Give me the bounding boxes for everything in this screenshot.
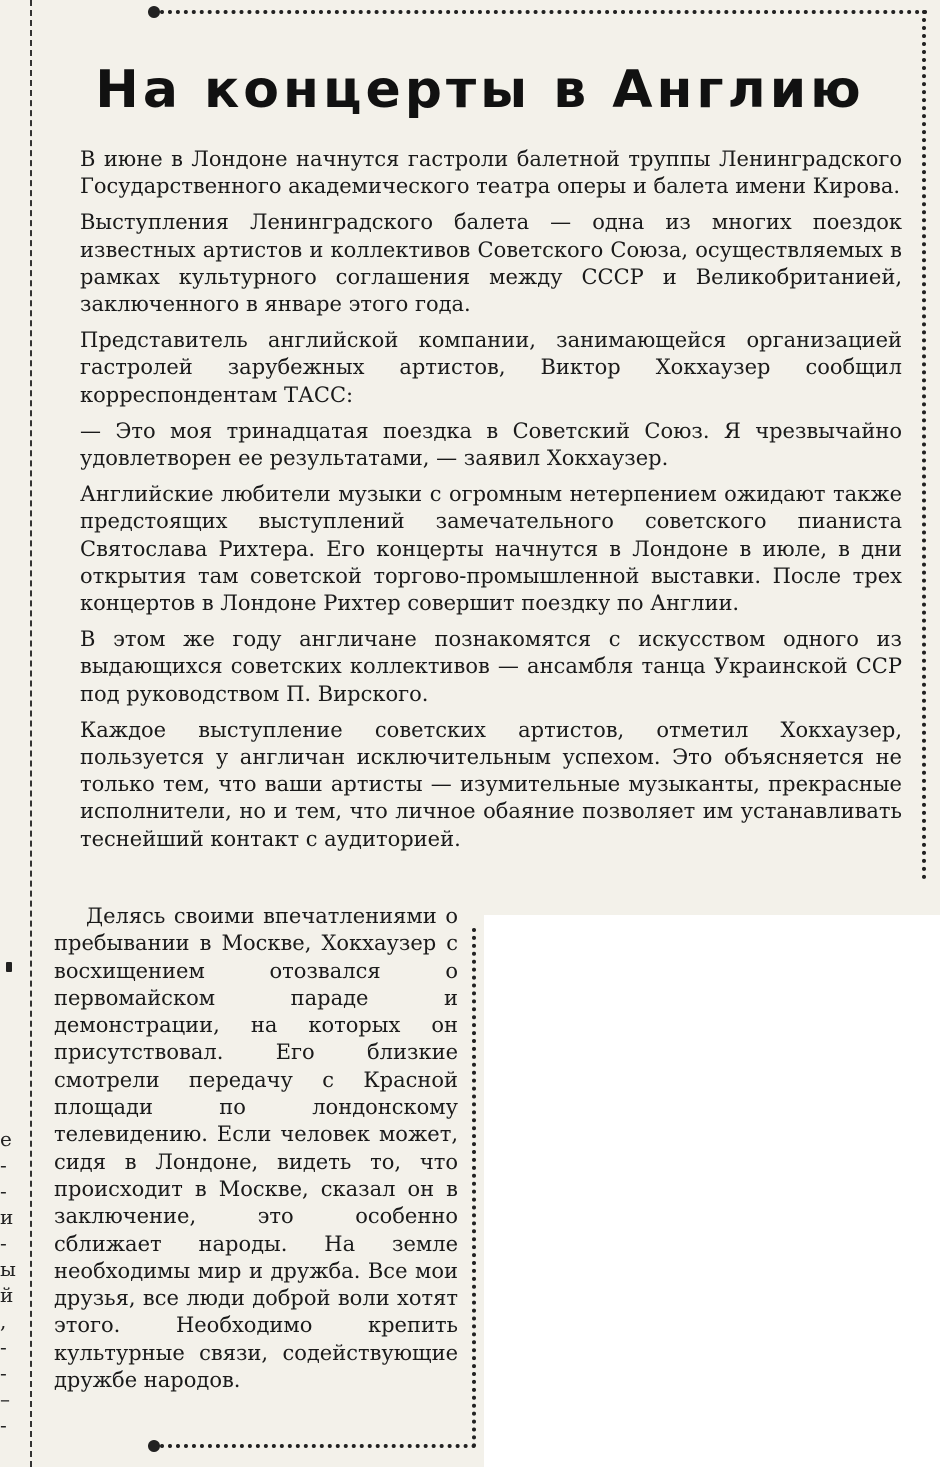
article-paragraph: Каждое выступление советских артистов, отметил Хокхаузер, пользуется у англичан исключительным успехом. Это объясняется не только тем, что ваши артисты — изумительные музыканты, прекрасные исполнители, но и тем, что личное обаяние позволяет им устанавливать теснейший контакт с аудиторией. (80, 717, 902, 851)
neighbor-fragment: - (0, 1153, 7, 1177)
frame-inner-rule (472, 928, 476, 1448)
article-body (80, 146, 902, 862)
neighbor-fragment: – (0, 1387, 10, 1411)
article-paragraph: Английские любители музыки с огромным нетерпением ожидают также предстоящих выступлений замечательного советского пианиста Святослава Рихтера. Его концерты начнутся в Лондоне в июле, в дни открытия там советской торгово-промышленной выставки. После трех концертов в Лондоне Рихтер совершит поездку по Англии. (80, 482, 902, 616)
neighbor-fragment: - (0, 1361, 7, 1385)
neighbor-fragment: ы (0, 1257, 16, 1281)
frame-bullet-icon (148, 6, 160, 18)
edge-mark-icon (6, 962, 12, 972)
article-paragraph: — Это моя тринадцатая поездка в Советский Союз. Я чрезвычайно удовлетворен ее результатами, — заявил Хокхаузер. (80, 418, 902, 471)
neighbor-fragment: и (0, 1205, 14, 1229)
neighbor-fragment: , (0, 1309, 7, 1333)
article-paragraph: В этом же году англичане познакомятся с искусством одного из выдающихся советских коллективов — ансамбля танца Украинской ССР под руководством П. Вирского. (80, 627, 902, 706)
neighbor-fragment: й (0, 1283, 14, 1307)
article-paragraph: Представитель английской компании, занимающейся организацией гастролей зарубежных артистов, Виктор Хокхаузер сообщил корреспондентам ТАСС: (80, 328, 902, 407)
neighbor-fragment: - (0, 1231, 7, 1255)
frame-bottom-bullet-icon (148, 1440, 160, 1452)
neighbor-fragment: - (0, 1335, 7, 1359)
headline: На концерты в Англию (95, 60, 865, 120)
neighbor-fragment: е (0, 1127, 12, 1151)
frame-right-rule (922, 10, 926, 880)
column-rule (30, 0, 34, 1467)
continuation-paragraph: Делясь своими впечатлениями о пребывании в Москве, Хокхаузер с восхищением отозвался о первомайском параде и демонстрации, на которых он присутствовал. Его близкие смотрели передачу с Красной площади по лондонскому телевидению. Если человек может, сидя в Лондоне, видеть то, что происходит в Москве, сказал он в заключение, это особенно сближает народы. На земле необходимы мир и дружба. Все мои друзья, все люди доброй воли хотят этого. Необходимо крепить культурные связи, содействующие дружбе народов. (54, 904, 458, 1393)
neighbor-fragment: - (0, 1413, 7, 1437)
neighbor-fragment: - (0, 1179, 7, 1203)
clipping-cutout (484, 915, 940, 1467)
article-paragraph: В июне в Лондоне начнутся гастроли балетной труппы Ленинградского Государственного академического театра оперы и балета имени Кирова. (80, 147, 902, 199)
article-continuation (54, 903, 458, 1394)
frame-top-rule (160, 10, 928, 14)
frame-bottom-rule (160, 1444, 476, 1448)
article-paragraph: Выступления Ленинградского балета — одна из многих поездок известных артистов и коллективов Советского Союза, осуществляемых в рамках культурного соглашения между СССР и Великобританией, заключенного в январе этого года. (80, 210, 902, 317)
